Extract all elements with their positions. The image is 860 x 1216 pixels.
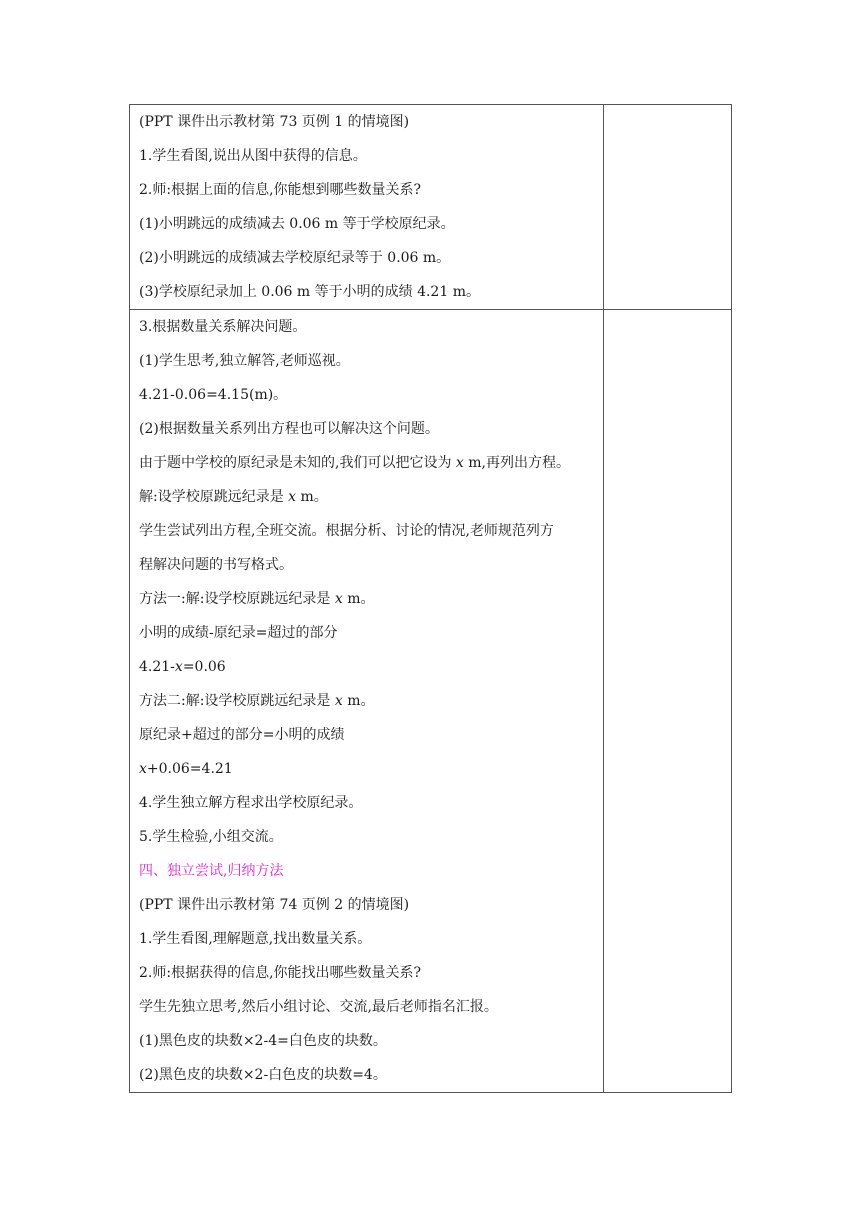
text-line [130,582,603,616]
text-line: 4.21-0.06=4.15(m)。 [139,387,288,403]
text-line: 2.师:根据上面的信息,你能想到哪些数量关系? [139,182,422,198]
table-row [130,105,732,310]
text-line: 5.学生检验,小组交流。 [139,829,283,845]
text-line: (1)黑色皮的块数×2-4=白色皮的块数。 [139,1033,387,1049]
text-line: (PPT 课件出示教材第 74 页例 2 的情境图) [139,897,410,913]
text-line: (PPT 课件出示教材第 73 页例 1 的情境图) [139,114,410,130]
text-line: 原纪录+超过的部分=小明的成绩 [139,727,345,743]
content-cell [130,310,604,1093]
text-line: 小明的成绩-原纪录=超过的部分 [139,625,338,641]
lesson-plan-table [129,104,732,1093]
text-line: (1)小明跳远的成绩减去 0.06 m 等于学校原纪录。 [139,216,455,232]
text-line [130,480,603,514]
text-line: 3.根据数量关系解决问题。 [139,319,307,335]
text-segment: m。 [342,591,375,607]
text-line [130,650,603,684]
variable-x: x [455,455,464,471]
variable-x: x [174,659,183,675]
variable-x: x [139,761,147,777]
variable-x: x [288,489,297,505]
text-segment: m,再列出方程。 [463,455,570,471]
text-segment: 方法二:解:设学校原跳远纪录是 [139,693,335,709]
text-line [130,446,603,480]
section-heading: 四、独立尝试,归纳方法 [139,863,284,879]
text-line: 1.学生看图,说出从图中获得的信息。 [139,148,367,164]
text-line: (2)小明跳远的成绩减去学校原纪录等于 0.06 m。 [139,250,451,266]
text-line: (2)根据数量关系列出方程也可以解决这个问题。 [139,421,439,437]
text-line: 4.学生独立解方程求出学校原纪录。 [139,795,363,811]
text-segment: 方法一:解:设学校原跳远纪录是 [139,591,335,607]
notes-cell [604,105,732,310]
variable-x: x [334,591,343,607]
text-segment: m。 [296,489,328,505]
table-row [130,310,732,1093]
text-line [130,684,603,718]
text-line: (3)学校原纪录加上 0.06 m 等于小明的成绩 4.21 m。 [139,284,480,300]
notes-cell [604,310,732,1093]
text-line: 1.学生看图,理解题意,找出数量关系。 [139,931,372,947]
text-segment: m。 [342,693,375,709]
text-segment: 解:设学校原跳远纪录是 [139,489,289,505]
text-line: 程解决问题的书写格式。 [139,557,293,573]
text-line [130,752,603,786]
text-line: 学生先独立思考,然后小组讨论、交流,最后老师指名汇报。 [139,999,498,1015]
text-segment: 由于题中学校的原纪录是未知的,我们可以把它设为 [139,455,456,471]
content-cell [130,105,604,310]
variable-x: x [334,693,343,709]
text-line: (1)学生思考,独立解答,老师巡视。 [139,353,350,369]
text-line: 2.师:根据获得的信息,你能找出哪些数量关系? [139,965,422,981]
text-segment: 4.21- [139,659,175,675]
text-segment: +0.06=4.21 [146,761,233,777]
text-segment: =0.06 [182,659,226,675]
text-line: 学生尝试列出方程,全班交流。根据分析、讨论的情况,老师规范列方 [139,523,554,539]
text-line: (2)黑色皮的块数×2-白色皮的块数=4。 [139,1067,387,1083]
